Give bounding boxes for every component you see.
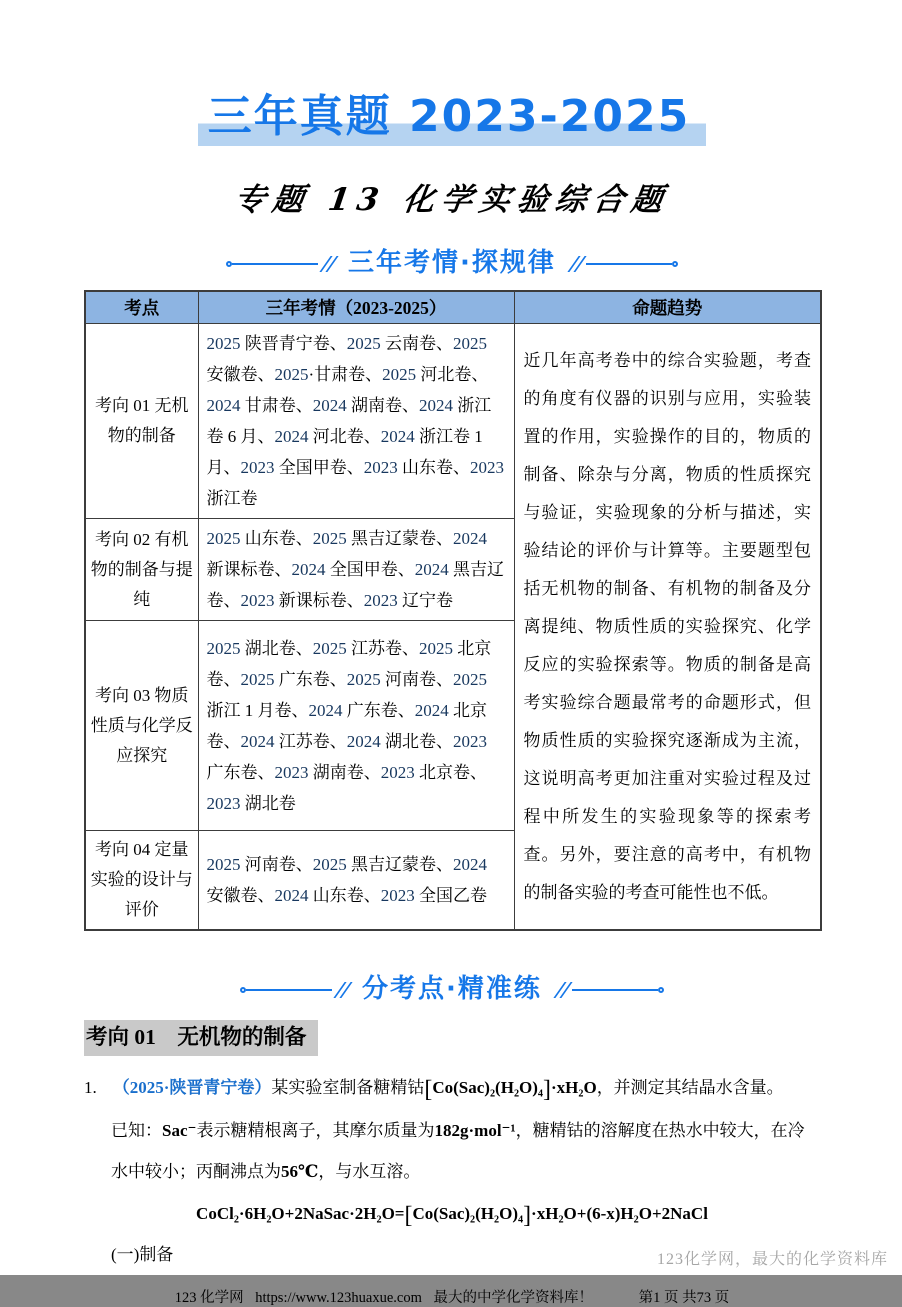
known-text: 表示糖精根离子，其摩尔质量为 xyxy=(196,1120,435,1140)
divider-line-left xyxy=(232,263,318,265)
divider-line-right xyxy=(572,989,658,991)
saccharin-ion: Sac⁻ xyxy=(162,1120,197,1140)
topic-cell: 考向 04 定量实验的设计与评价 xyxy=(85,831,198,931)
column-header-trend: 命题趋势 xyxy=(514,291,821,324)
question-text: 某实验室制备糖精钴 xyxy=(271,1077,425,1097)
divider-dot-right-icon xyxy=(672,261,678,267)
equation-right: ·xH₂O+(6-x)H₂O+2NaCl xyxy=(531,1203,708,1223)
topic-cell: 考向 02 有机物的制备与提纯 xyxy=(85,519,198,621)
exams-cell: 2025 河南卷、2025 黑吉辽蒙卷、2024 安徽卷、2024 山东卷、2023 全国乙卷 xyxy=(198,831,514,931)
boiling-point-value: 56℃ xyxy=(281,1161,319,1181)
banner-title: 三年真题 2023-2025 xyxy=(198,92,707,146)
known-text-tail: ，与水互溶。 xyxy=(318,1161,421,1181)
watermark: 123化学网，最大的化学资料库 xyxy=(656,1251,888,1268)
bracket-close: ] xyxy=(523,1202,532,1229)
bracket-open: [ xyxy=(404,1202,413,1229)
chemical-formula xyxy=(424,1076,597,1103)
formula-hydrate: ·xH₂O xyxy=(550,1077,597,1097)
question-1-intro xyxy=(84,1070,820,1106)
divider-slash-left-icon xyxy=(318,256,338,272)
section-divider-exam-review xyxy=(84,249,820,278)
equation-left: CoCl₂·6H₂O+2NaSac·2H₂O= xyxy=(196,1203,405,1223)
part-label: (一)制备 xyxy=(111,1244,174,1264)
exam-review-table xyxy=(84,290,822,932)
divider-slash-right-icon xyxy=(552,982,572,998)
divider-line-right xyxy=(586,263,672,265)
page-title: 专题 13 化学实验综合题 xyxy=(231,182,672,219)
column-header-topic: 考点 xyxy=(85,291,198,324)
topic-cell: 考向 01 无机物的制备 xyxy=(85,324,198,519)
exams-cell: 2025 山东卷、2025 黑吉辽蒙卷、2024 新课标卷、2024 全国甲卷、2024 黑吉辽卷、2023 新课标卷、2023 辽宁卷 xyxy=(198,519,514,621)
divider-dot-right-icon xyxy=(658,987,664,993)
formula-core: Co(Sac)₂(H₂O)₄ xyxy=(432,1077,544,1097)
equation-core: Co(Sac)₂(H₂O)₄ xyxy=(412,1203,524,1223)
footer-site-url[interactable]: https://www.123huaxue.com xyxy=(255,1289,422,1306)
bracket-close: ] xyxy=(543,1076,551,1103)
question-source: （2025·陕晋青宁卷） xyxy=(112,1077,272,1097)
table-header-row xyxy=(85,291,821,324)
divider-line-left xyxy=(246,989,332,991)
subsection-heading: 考向 01 无机物的制备 xyxy=(84,1020,318,1056)
exams-cell: 2025 湖北卷、2025 江苏卷、2025 北京卷、2025 广东卷、2025 河南卷、2025 浙江 1 月卷、2024 广东卷、2024 北京卷、2024 江苏卷、2024 湖北卷、2023 广东卷、2023 湖南卷、2023 北京卷、2023 湖北卷 xyxy=(198,621,514,831)
question-text-tail: ，并测定其结晶水含量。 xyxy=(596,1077,784,1097)
banner xyxy=(84,92,820,146)
footer-site-name: 123 化学网 xyxy=(174,1289,244,1306)
footer-tagline: 最大的中学化学资料库！ xyxy=(433,1289,593,1306)
divider-title: 三年考情·探规律 xyxy=(348,248,556,279)
topic-cell: 考向 03 物质性质与化学反应探究 xyxy=(85,621,198,831)
footer-page-info: 第1 页 共73 页 xyxy=(638,1289,730,1306)
divider-slash-right-icon xyxy=(566,256,586,272)
subsection-heading-row xyxy=(84,1020,820,1056)
known-info-paragraph xyxy=(84,1110,820,1192)
exams-cell: 2025 陕晋青宁卷、2025 云南卷、2025 安徽卷、2025·甘肃卷、2025 河北卷、2024 甘肃卷、2024 湖南卷、2024 浙江卷 6 月、2024 河北卷、2024 浙江卷 1 月、2023 全国甲卷、2023 山东卷、2023 浙江卷 xyxy=(198,324,514,519)
table-row xyxy=(85,324,821,519)
column-header-exams: 三年考情（2023-2025） xyxy=(198,291,514,324)
known-text: ，糖精钴的溶解度在热水中较大，在冷水中较小；丙酮沸点为 xyxy=(111,1120,805,1181)
known-label: 已知： xyxy=(111,1120,162,1140)
subtitle-row xyxy=(84,174,820,219)
chemical-equation xyxy=(84,1198,820,1230)
question-number: 1. xyxy=(84,1077,97,1097)
divider-title: 分考点·精准练 xyxy=(362,974,542,1005)
section-divider-practice xyxy=(84,975,820,1004)
trend-cell: 近几年高考卷中的综合实验题，考查的角度有仪器的识别与应用，实验装置的作用，实验操作的目的，物质的制备、除杂与分离，物质的性质探究与验证，实验现象的分析与描述，实验结论的评价与计算等。主要题型包括无机物的制备、有机物的制备及分离提纯、物质性质的实验探究、化学反应的实验探索等。物质的制备是高考实验综合题最常考的命题形式，但物质性质的实验探究逐渐成为主流，这说明高考更加注重对实验过程及过程中所发生的实验现象等的探索考查。另外，要注意的高考中，有机物的制备实验的考查可能性也不低。 xyxy=(514,324,821,931)
divider-slash-left-icon xyxy=(332,982,352,998)
page-footer xyxy=(84,1286,820,1307)
molar-mass-value: 182g·mol⁻¹ xyxy=(434,1120,516,1140)
bracket-open: [ xyxy=(424,1076,433,1103)
